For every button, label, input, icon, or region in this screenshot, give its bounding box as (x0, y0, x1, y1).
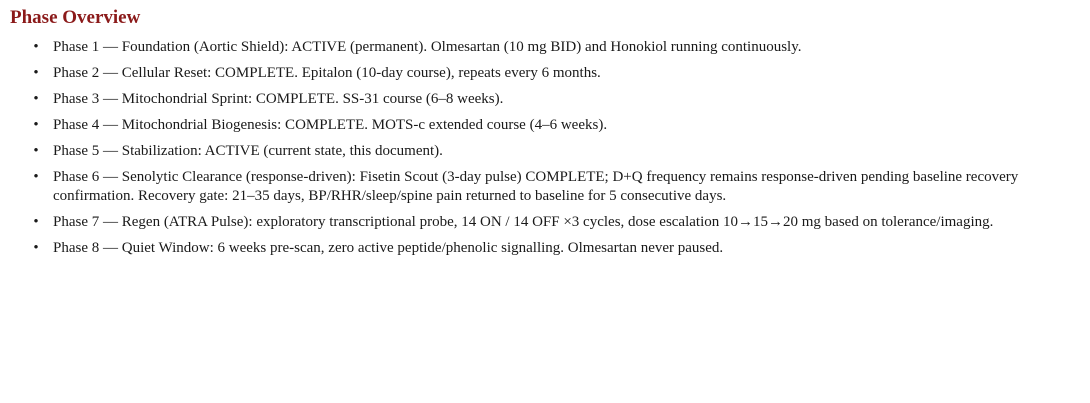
bullet-icon: • (33, 117, 39, 133)
bullet-icon: • (33, 240, 39, 256)
bullet-icon: • (33, 65, 39, 81)
phase-4-text: Phase 4 — Mitochondrial Biogenesis: COMPLETE. MOTS-c extended course (4–6 weeks). (53, 117, 608, 133)
phase-6-item (30, 168, 1080, 206)
bullet-icon: • (33, 39, 39, 55)
phase-8-text: Phase 8 — Quiet Window: 6 weeks pre-scan, zero active peptide/phenolic signalling. Olmesartan never paused. (53, 240, 724, 256)
phase-4-item (30, 116, 1080, 135)
phase-5-item (30, 142, 1080, 161)
phase-7-item (30, 213, 1080, 232)
phase-1-item (30, 38, 1080, 57)
phase-7-text: Phase 7 — Regen (ATRA Pulse): exploratory transcriptional probe, 14 ON / 14 OFF ×3 cycles, dose escalation 10→15→20 mg based on tolerance/imaging. (53, 214, 994, 230)
phase-8-item (30, 239, 1080, 258)
phase-6-text: Phase 6 — Senolytic Clearance (response-driven): Fisetin Scout (3-day pulse) COMPLETE; D+Q frequency remains response-driven pending baseline recovery confirmation. Recovery gate: 21–35 days, BP/RHR/sleep/spine pain returned to baseline for 5 consecutive days. (53, 169, 1019, 204)
phase-list (10, 38, 1080, 258)
bullet-icon: • (33, 91, 39, 107)
phase-3-text: Phase 3 — Mitochondrial Sprint: COMPLETE. SS-31 course (6–8 weeks). (53, 91, 504, 107)
bullet-icon: • (33, 214, 39, 230)
phase-1-text: Phase 1 — Foundation (Aortic Shield): ACTIVE (permanent). Olmesartan (10 mg BID) and Honokiol running continuously. (53, 39, 802, 55)
phase-2-item (30, 64, 1080, 83)
phase-5-text: Phase 5 — Stabilization: ACTIVE (current state, this document). (53, 143, 443, 159)
phase-3-item (30, 90, 1080, 109)
section-heading: Phase Overview (10, 7, 141, 28)
bullet-icon: • (33, 169, 39, 185)
phase-2-text: Phase 2 — Cellular Reset: COMPLETE. Epitalon (10-day course), repeats every 6 months. (53, 65, 601, 81)
bullet-icon: • (33, 143, 39, 159)
